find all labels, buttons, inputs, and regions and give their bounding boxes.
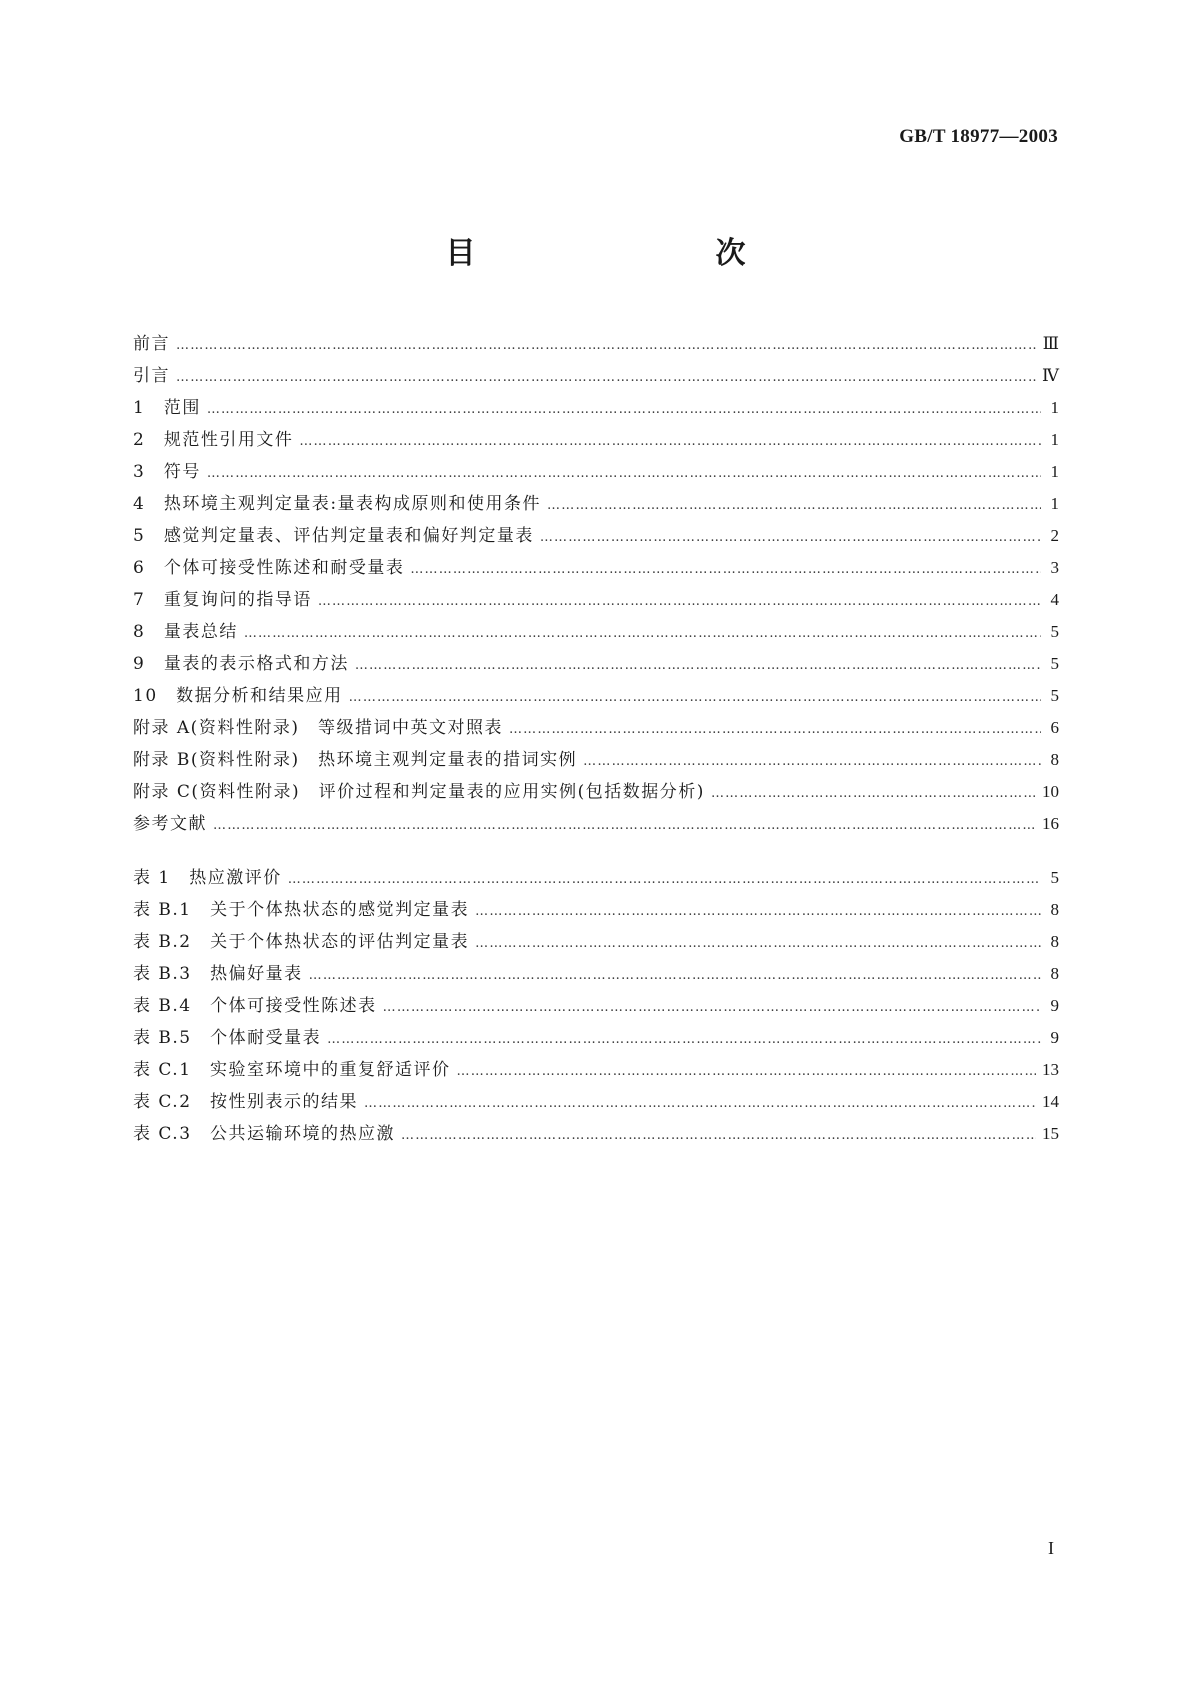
toc-entry[interactable] <box>133 958 1059 990</box>
toc-leader-dots <box>327 1024 1041 1056</box>
toc-leader-dots <box>401 1120 1036 1152</box>
toc-entry[interactable] <box>133 1086 1059 1118</box>
toc-leader-dots <box>288 864 1041 896</box>
toc-entry-label: 表 C.2 按性别表示的结果 <box>133 1092 359 1112</box>
toc-leader-dots <box>176 362 1036 394</box>
page-number: I <box>1048 1538 1054 1558</box>
toc-leader-dots <box>457 1056 1036 1088</box>
toc-entry[interactable] <box>133 1054 1059 1086</box>
toc-entry[interactable] <box>133 392 1059 424</box>
toc-entry-label: 5 感觉判定量表、评估判定量表和偏好判定量表 <box>133 526 534 546</box>
toc-entry-page: 1 <box>1050 494 1059 513</box>
toc-leader-dots <box>349 682 1041 714</box>
toc-entry-page: 14 <box>1042 1092 1059 1111</box>
toc-entry[interactable] <box>133 1022 1059 1054</box>
toc-entry-page: 15 <box>1042 1124 1059 1143</box>
toc-leader-dots <box>475 928 1041 960</box>
toc-entry-label: 3 符号 <box>133 462 201 482</box>
toc-entry-label: 表 C.3 公共运输环境的热应激 <box>133 1124 396 1144</box>
toc-entry-page: 9 <box>1050 996 1059 1015</box>
toc-entry-page: 13 <box>1042 1060 1059 1079</box>
toc-entry-label: 表 B.3 热偏好量表 <box>133 964 303 984</box>
toc-entry-page: 1 <box>1050 462 1059 481</box>
toc-entry[interactable] <box>133 712 1059 744</box>
toc-main-list <box>133 328 1059 840</box>
toc-entry-page: 2 <box>1050 526 1059 545</box>
toc-entry-page: 5 <box>1050 622 1059 641</box>
toc-leader-dots <box>547 490 1041 522</box>
toc-leader-dots <box>583 746 1041 778</box>
toc-leader-dots <box>176 330 1037 362</box>
toc-entry[interactable] <box>133 424 1059 456</box>
toc-entry-page: 3 <box>1050 558 1059 577</box>
toc-entry[interactable] <box>133 680 1059 712</box>
toc-entry-label: 表 C.1 实验室环境中的重复舒适评价 <box>133 1060 451 1080</box>
toc-entry-page: 1 <box>1050 398 1059 417</box>
toc-entry[interactable] <box>133 1118 1059 1150</box>
toc-entry-page: 10 <box>1042 782 1059 801</box>
toc-entry-label: 表 1 热应激评价 <box>133 868 282 888</box>
standard-code: GB/T 18977—2003 <box>899 126 1058 147</box>
toc-entry-page: 8 <box>1050 932 1059 951</box>
toc-entry-label: 6 个体可接受性陈述和耐受量表 <box>133 558 405 578</box>
toc-leader-dots <box>410 554 1041 586</box>
toc-entry[interactable] <box>133 894 1059 926</box>
toc-entry-label: 表 B.2 关于个体热状态的评估判定量表 <box>133 932 470 952</box>
toc-leader-dots <box>244 618 1041 650</box>
toc-leader-dots <box>364 1088 1036 1120</box>
toc-entry[interactable] <box>133 808 1059 840</box>
toc-entry[interactable] <box>133 584 1059 616</box>
toc-leader-dots <box>299 426 1041 458</box>
toc-entry-label: 4 热环境主观判定量表:量表构成原则和使用条件 <box>133 494 542 514</box>
toc-entry-page: Ⅲ <box>1042 334 1059 353</box>
toc-entry-label: 2 规范性引用文件 <box>133 430 294 450</box>
toc-entry-label: 10 数据分析和结果应用 <box>133 686 343 706</box>
toc-entry[interactable] <box>133 328 1059 360</box>
toc-entry-page: 8 <box>1050 964 1059 983</box>
toc-entry[interactable] <box>133 648 1059 680</box>
toc-entry-label: 1 范围 <box>133 398 201 418</box>
toc-entry-page: 16 <box>1042 814 1059 833</box>
toc-leader-dots <box>207 458 1041 490</box>
toc-entry[interactable] <box>133 616 1059 648</box>
toc-tables-list <box>133 862 1059 1150</box>
toc-leader-dots <box>213 810 1036 842</box>
toc-entry-page: 8 <box>1050 750 1059 769</box>
toc-entry-label: 参考文献 <box>133 814 207 834</box>
toc-entry-page: Ⅳ <box>1042 366 1059 385</box>
toc-entry-label: 表 B.5 个体耐受量表 <box>133 1028 322 1048</box>
toc-entry-page: 5 <box>1050 654 1059 673</box>
toc-entry-label: 8 量表总结 <box>133 622 238 642</box>
toc-leader-dots <box>711 778 1036 810</box>
toc-entry-label: 表 B.1 关于个体热状态的感觉判定量表 <box>133 900 470 920</box>
toc-leader-dots <box>207 394 1041 426</box>
toc-entry-label: 表 B.4 个体可接受性陈述表 <box>133 996 377 1016</box>
toc-entry[interactable] <box>133 926 1059 958</box>
toc-leader-dots <box>318 586 1041 618</box>
toc-leader-dots <box>509 714 1041 746</box>
toc-entry[interactable] <box>133 360 1059 392</box>
toc-entry-label: 附录 C(资料性附录) 评价过程和判定量表的应用实例(包括数据分析) <box>133 782 705 802</box>
toc-entry[interactable] <box>133 456 1059 488</box>
toc-leader-dots <box>540 522 1041 554</box>
toc-entry-page: 6 <box>1050 718 1059 737</box>
toc-entry-page: 5 <box>1050 868 1059 887</box>
toc-entry[interactable] <box>133 488 1059 520</box>
toc-leader-dots <box>309 960 1041 992</box>
toc-entry-label: 附录 B(资料性附录) 热环境主观判定量表的措词实例 <box>133 750 578 770</box>
toc-entry[interactable] <box>133 520 1059 552</box>
toc-entry[interactable] <box>133 862 1059 894</box>
toc-entry[interactable] <box>133 776 1059 808</box>
toc-leader-dots <box>475 896 1041 928</box>
toc-entry-label: 9 量表的表示格式和方法 <box>133 654 349 674</box>
toc-entry-page: 4 <box>1050 590 1059 609</box>
toc-entry[interactable] <box>133 990 1059 1022</box>
toc-entry-label: 前言 <box>133 334 170 354</box>
toc-leader-dots <box>355 650 1041 682</box>
toc-leader-dots <box>383 992 1041 1024</box>
page-title: 目 次 <box>445 236 806 271</box>
toc-entry-page: 8 <box>1050 900 1059 919</box>
toc-entry[interactable] <box>133 552 1059 584</box>
toc-entry[interactable] <box>133 744 1059 776</box>
toc-entry-label: 附录 A(资料性附录) 等级措词中英文对照表 <box>133 718 503 738</box>
toc-entry-page: 5 <box>1050 686 1059 705</box>
toc-entry-label: 7 重复询问的指导语 <box>133 590 312 610</box>
toc-entry-page: 9 <box>1050 1028 1059 1047</box>
toc-entry-label: 引言 <box>133 366 170 386</box>
toc-entry-page: 1 <box>1050 430 1059 449</box>
